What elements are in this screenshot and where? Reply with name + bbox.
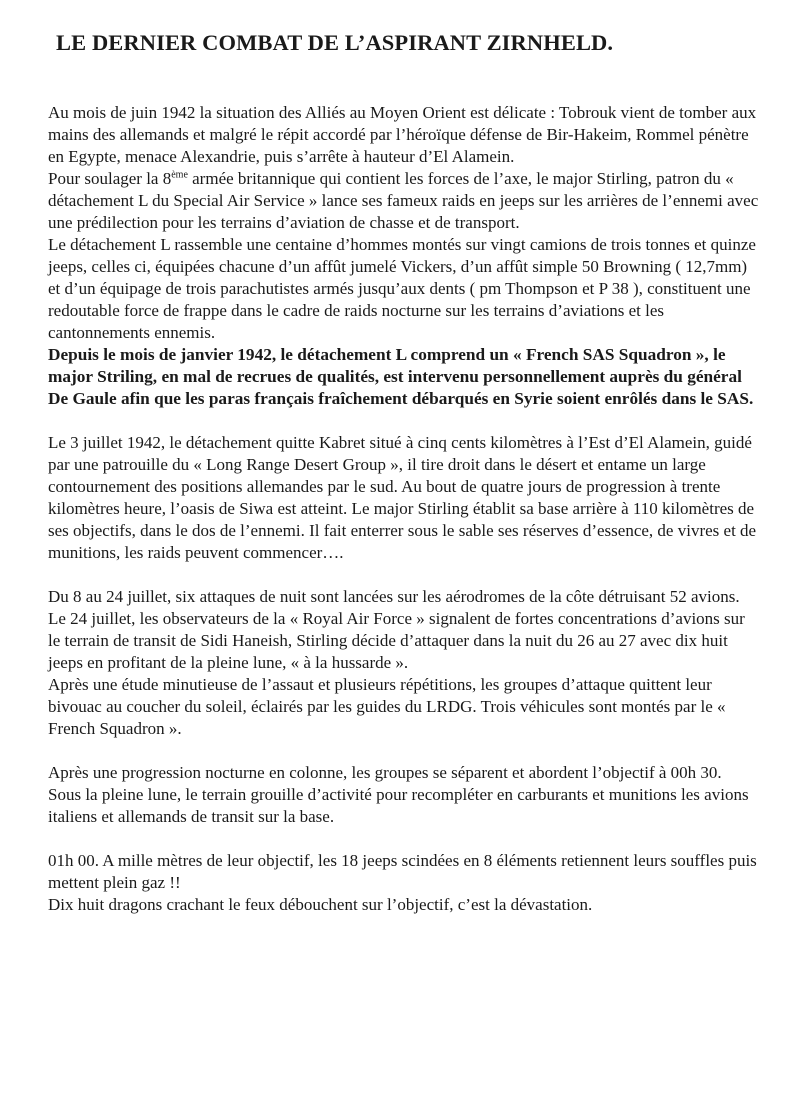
paragraph-stirling-raids-end: armée britannique qui contient les forces de l’axe, le major Stirling, patron du « détachement L du Special Air Service » lance ses fameux raids en jeeps sur les arrières de l’ennemi avec une prédilection pour les terrains d’aviation de chasse et de transport. (48, 169, 759, 232)
paragraph-stirling-raids-start: Pour soulager la 8 (48, 169, 172, 188)
document-body (48, 102, 760, 916)
paragraph-night-progression: Après une progression nocturne en colonne, les groupes se séparent et abordent l’objectif à 00h 30. (48, 763, 722, 782)
paragraph-gap (48, 564, 760, 586)
paragraph-full-moon: Sous la pleine lune, le terrain grouille d’activité pour recompléter en carburants et munitions les avions italiens et allemands de transit sur la base. (48, 785, 749, 826)
paragraph-devastation: Dix huit dragons crachant le feux débouchent sur l’objectif, c’est la dévastation. (48, 895, 593, 914)
ordinal-superscript: ème (171, 169, 188, 181)
page-title: LE DERNIER COMBAT DE L’ASPIRANT ZIRNHELD. (56, 30, 614, 55)
paragraph-assault-preparation: Après une étude minutieuse de l’assaut et plusieurs répétitions, les groupes d’attaque quittent leur bivouac au coucher du soleil, éclairés par les guides du LRDG. Trois véhicules sont montés par le « French Squadron ». (48, 675, 726, 738)
paragraph-sidi-haneish: Le 24 juillet, les observateurs de la « Royal Air Force » signalent de fortes concentrations d’avions sur le terrain de transit de Sidi Haneish, Stirling décide d’attaquer dans la nuit du 26 au 27 avec dix huit jeeps en profitant de la pleine lune, « à la hussarde ». (48, 609, 745, 672)
paragraph-attack-start: 01h 00. A mille mètres de leur objectif, les 18 jeeps scindées en 8 éléments retiennent leurs souffles puis mettent plein gaz !! (48, 851, 757, 892)
paragraph-french-sas-squadron: Depuis le mois de janvier 1942, le détachement L comprend un « French SAS Squadron », le major Striling, en mal de recrues de qualités, est intervenu personnellement auprès du général De Gaule afin que les paras français fraîchement débarqués en Syrie soient enrôlés dans le SAS. (48, 345, 754, 408)
paragraph-kabret-departure: Le 3 juillet 1942, le détachement quitte Kabret situé à cinq cents kilomètres à l’Est d’El Alamein, guidé par une patrouille du « Long Range Desert Group », il tire droit dans le désert et entame un large contournement des positions allemandes par le sud. Au bout de quatre jours de progression à trente kilomètres heure, l’oasis de Siwa est atteint. Le major Stirling établit sa base arrière à 110 kilomètres de ses objectifs, dans le dos de l’ennemi. Il fait enterrer sous le sable ses réserves d’essence, de vivres et de munitions, les raids peuvent commencer…. (48, 433, 757, 562)
paragraph-intro: Au mois de juin 1942 la situation des Alliés au Moyen Orient est délicate : Tobrouk vient de tomber aux mains des allemands et malgré le répit accordé par l’héroïque défense de Bir-Hakeim, Rommel pénètre en Egypte, menace Alexandrie, puis s’arrête à hauteur d’El Alamein. (48, 103, 757, 166)
paragraph-stirling-raids (48, 168, 760, 234)
paragraph-gap (48, 740, 760, 762)
paragraph-night-attacks: Du 8 au 24 juillet, six attaques de nuit sont lancées sur les aérodromes de la côte détruisant 52 avions. (48, 587, 740, 606)
paragraph-gap (48, 410, 760, 432)
paragraph-gap (48, 828, 760, 850)
paragraph-detachment-l: Le détachement L rassemble une centaine d’hommes montés sur vingt camions de trois tonnes et quinze jeeps, celles ci, équipées chacune d’un affût jumelé Vickers, d’un affût simple 50 Browning ( 12,7mm) et d’un équipage de trois parachutistes armés jusqu’aux dents ( pm Thompson et P 38 ), constituent une redoutable force de frappe dans le cadre de raids nocturne sur les terrains d’aviations et les cantonnements ennemis. (48, 235, 756, 342)
